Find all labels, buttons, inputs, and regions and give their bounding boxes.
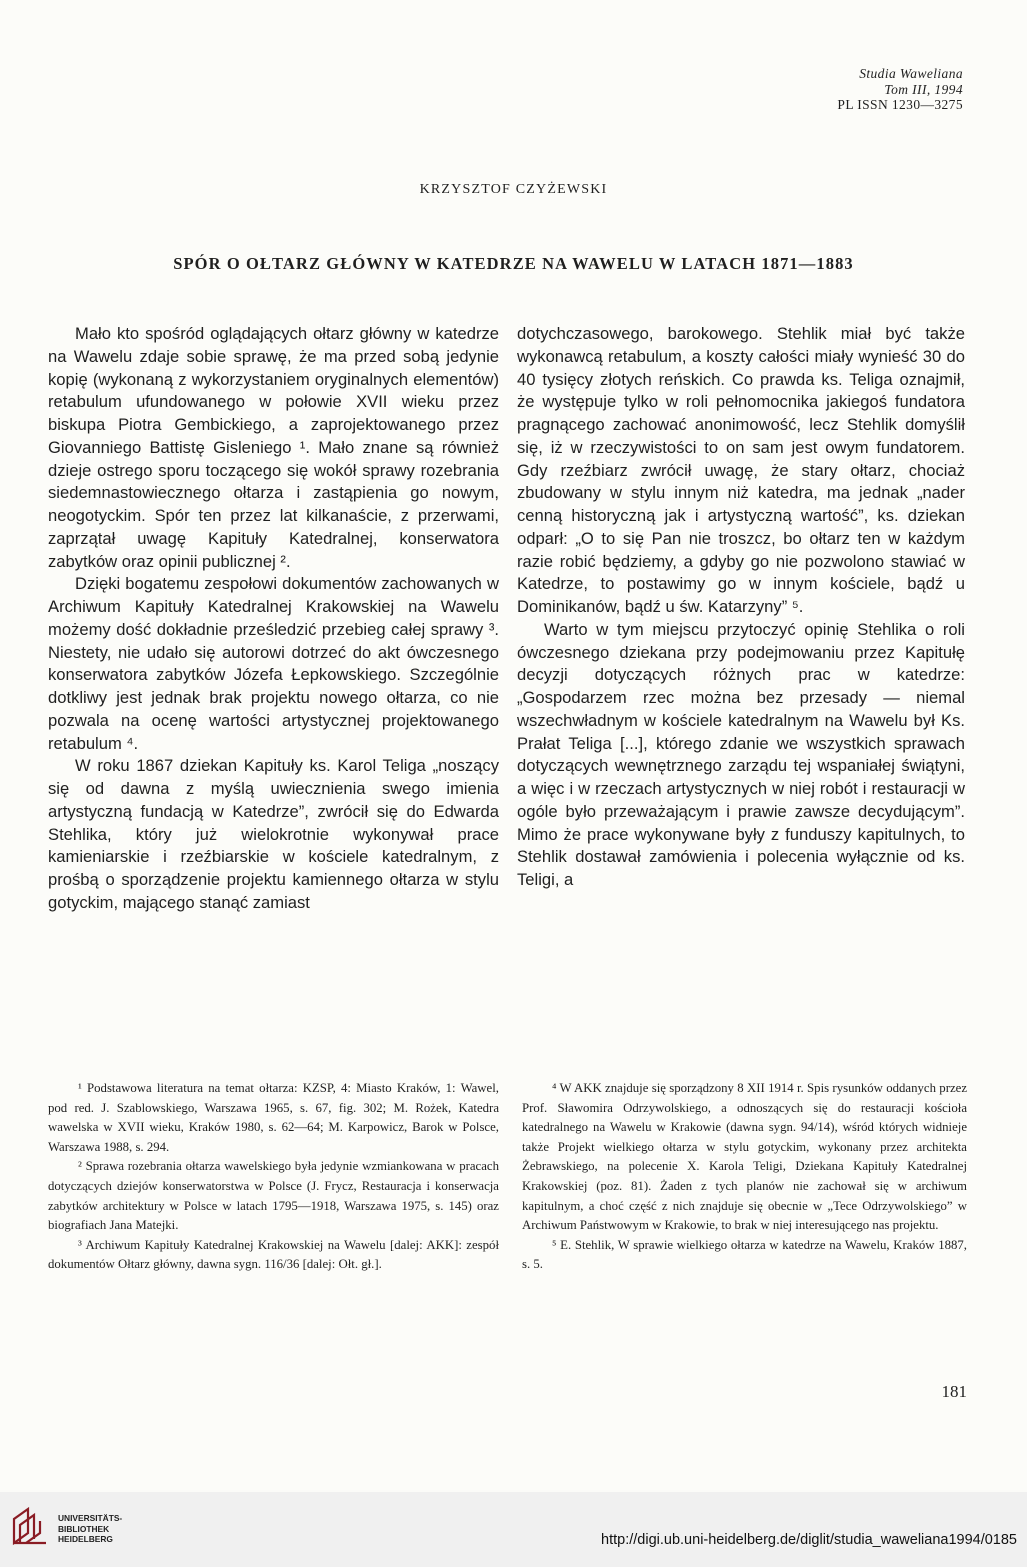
article-title: SPÓR O OŁTARZ GŁÓWNY W KATEDRZE NA WAWELU W LATACH 1871—1883 [173, 254, 854, 273]
body-column-left [48, 323, 499, 915]
footnote: ³ Archiwum Kapituły Katedralnej Krakowskiej na Wawelu [dalej: AKK]: zespół dokumentów Ołtarz główny, dawna sygn. 116/36 [dalej: Ołt. gł.]. [48, 1237, 499, 1272]
footnotes-left [48, 1079, 499, 1275]
library-name-line: UNIVERSITÄTS- [58, 1513, 123, 1523]
body-paragraph: dotychczasowego, barokowego. Stehlik miał być także wykonawcą retabulum, a koszty całości miały wynieść 30 do 40 tysięcy złotych reńskich. Co prawda ks. Teliga oznajmił, że występuje tylko w roli pełnomocnika jakiegoś fundatora pragnącego zachować anonimowość, lecz Stehlik domyślił się, iż w rzeczywistości to on sam jest owym fundatorem. Gdy rzeźbiarz zwrócił uwagę, że stary ołtarz, chociaż zbudowany w stylu innym niż katedra, ma jednak „nader cenną historyczną jak i artystyczną wartość”, ks. dziekan odparł: „O to się Pan nie troszcz, bo ołtarz ten w każdym razie robić będziemy, a gdyby go nie pozwolono stawiać w Katedrze, to postawimy go w innym kościele, bądź u Dominikanów, bądź u św. Katarzyny” ⁵. [517, 324, 965, 616]
journal-volume: Tom III, 1994 [884, 81, 963, 97]
source-url-link[interactable]: http://digi.ub.uni-heidelberg.de/diglit/studia_waweliana1994/0185 [601, 1532, 1017, 1548]
footnote: ⁴ W AKK znajduje się sporządzony 8 XII 1914 r. Spis rysunków oddanych przez Prof. Sławomira Odrzywolskiego, a odnoszących się do restauracji kościoła katedralnego na Wawelu w Krakowie (dawna sygn. 94/14), wśród których widnieje także Projekt wielkiego ołtarza w stylu gotyckim, wykonany przez architekta Żebrawskiego, na polecenie X. Karola Teligi, Dziekana Kapituły Katedralnej Krakowskiej (poz. 81). Żaden z tych planów nie zachował się w archiwum kapitulnym, a choć część z nich znajduje się obecnie w „Tece Odrzywolskiego” w Archiwum Państwowym w Krakowie, to brak w niej interesującego nas projektu. [522, 1081, 967, 1233]
body-column-right [517, 323, 965, 892]
journal-issn: PL ISSN 1230—3275 [837, 97, 963, 112]
footnote: ² Sprawa rozebrania ołtarza wawelskiego była jedynie wzmiankowana w pracach dotyczących dziejów konserwatorstwa w Polsce (J. Frycz, Restauracja i konserwacja zabytków architektury w Polsce w latach 1795—1918, Warszawa 1975, s. 145) oraz biografiach Jana Matejki. [48, 1159, 499, 1233]
library-logo-icon[interactable] [10, 1505, 52, 1547]
library-name-line: BIBLIOTHEK [58, 1523, 110, 1534]
body-paragraph: Mało kto spośród oglądających ołtarz główny w katedrze na Wawelu zdaje sobie sprawę, że ma przed sobą jedynie kopię (wykonaną z wykorzystaniem oryginalnych elementów) retabulum ufundowanego w połowie XVII wieku przez biskupa Piotra Gembickiego, a zaprojektowanego przez Giovanniego Battistę Gisleniego ¹. Mało znane są również dzieje ostrego sporu toczącego się wokół sprawy rozebrania siedemnastowiecznego ołtarza i zastąpienia go nowym, neogotyckim. Spór ten przez lat kilkanaście, z przerwami, zaprzątał uwagę Kapituły Katedralnej, konserwatora zabytków oraz opinii publicznej ². [48, 324, 499, 571]
footnote: ¹ Podstawowa literatura na temat ołtarza: KZSP, 4: Miasto Kraków, 1: Wawel, pod red. J. Szablowskiego, Warszawa 1965, s. 67, fig. 302; M. Rożek, Katedra wawelska w XVII wieku, Kraków 1980, s. 62—64; M. Karpowicz, Barok w Polsce, Warszawa 1988, s. 294. [48, 1081, 499, 1154]
body-paragraph: W roku 1867 dziekan Kapituły ks. Karol Teliga „noszący się od dawna z myślą uwiecznienia swego imienia artystyczną fundacją w Katedrze”, zwrócił się do Edwarda Stehlika, który już wielokrotnie wykonywał prace kamieniarskie i rzeźbiarskie w kościele katedralnym, z prośbą o sporządzenie projektu kamiennego ołtarza w stylu gotyckim, mającego stanąć zamiast [48, 756, 499, 912]
journal-header [837, 66, 963, 113]
journal-name: Studia Waweliana [859, 66, 963, 81]
body-paragraph: Dzięki bogatemu zespołowi dokumentów zachowanych w Archiwum Kapituły Katedralnej Krakowskiej na Wawelu możemy dość dokładnie prześledzić przebieg całej sprawy ³. Niestety, nie udało się autorowi dotrzeć do akt ówczesnego konserwatora zabytków Józefa Łepkowskiego. Szczególnie dotkliwy jest jednak brak projektu nowego ołtarza, co nie pozwala na ocenę wartości artystycznej projektowanego retabulum ⁴. [48, 574, 499, 753]
library-name[interactable] [58, 1513, 122, 1545]
article-author: KRZYSZTOF CZYŻEWSKI [419, 182, 608, 197]
page-number: 181 [941, 1382, 967, 1401]
library-name-line: HEIDELBERG [58, 1534, 113, 1544]
viewer-footer [0, 1492, 1027, 1567]
footnotes-right [522, 1079, 967, 1275]
body-paragraph: Warto w tym miejscu przytoczyć opinię Stehlika o roli ówczesnego dziekana przy podejmowaniu przez Kapitułę decyzji dotyczących różnych prac w katedrze: „Gospodarzem rzec można bez przesady — niemal wszechwładnym w kościele katedralnym na Wawelu był Ks. Prałat Teliga [...], którego zdanie we wszystkich sprawach dotyczących wewnętrznego zarządu tej wspaniałej świątyni, a więc i w rzeczach artystycznych w niej robót i restauracji w ogóle było przeważającym i prawie zawsze decydującym”. Mimo że prace wykonywane były z funduszy kapitulnych, to Stehlik dostawał zamówienia i polecenia wyłącznie od ks. Teligi, a [517, 619, 965, 889]
footnote: ⁵ E. Stehlik, W sprawie wielkiego ołtarza w katedrze na Wawelu, Kraków 1887, s. 5. [522, 1237, 967, 1272]
